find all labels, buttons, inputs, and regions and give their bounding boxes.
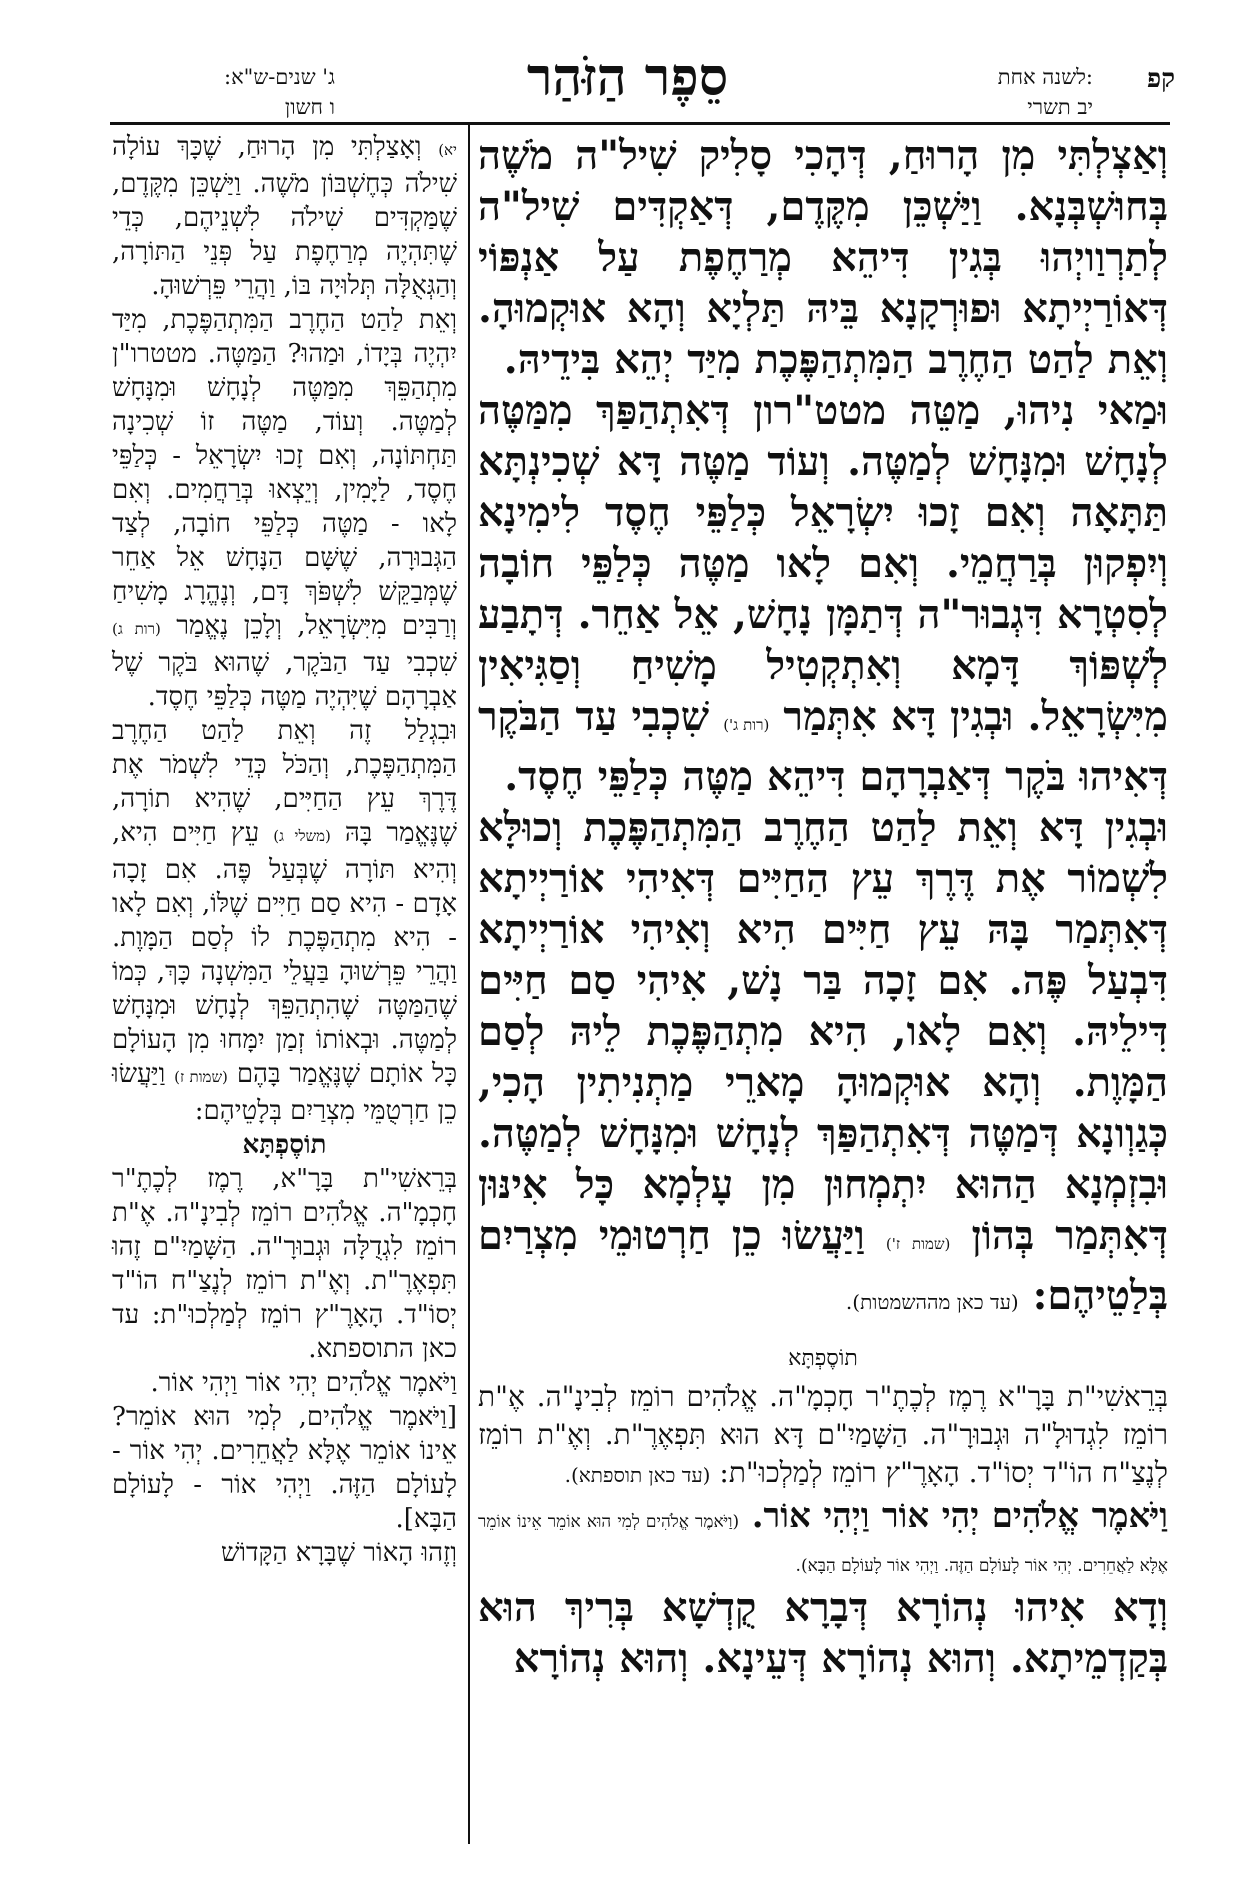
side-text: וַיֹּאמֶר אֱלֹהִים יְהִי אוֹר וַיְהִי אוֹר. <box>150 1368 457 1398</box>
main-column <box>478 130 1168 1684</box>
column-divider <box>468 124 470 1844</box>
main-paragraph <box>478 385 1168 802</box>
tosefta-end-note: (עד כאן תוספתא). <box>564 1463 711 1487</box>
daily-schedule-line1: לשנה אחת: <box>997 65 1093 89</box>
tosefta-text <box>478 1378 1168 1494</box>
side-paragraph <box>112 714 457 1128</box>
main-text: וּבְגִין דָּא וְאֵת לַהַט הַחֶרֶב הַמִּתְהַפֶּכֶת וְכוּלָּא לִשְׁמוֹר אֶת דֶּרֶךְ עֵץ הַחַיִּים דְּאִיהִי אוֹרַיְיתָא דְּאִתְּמַר בָּהּ עֵץ חַיִּים הִיא וְאִיהִי אוֹרַיְיתָא דִּבְעַל פֶּה. אִם זָכָה בַּר נָשׁ, אִיהִי סַם חַיִּים דִּילֵיהּ. וְאִם לָאו, הִיא מִתְהַפֶּכֶת לֵיהּ לְסַם הַמָּוֶת. וְהָא אוּקְמוּהָ מָארֵי מַתְנִיתִין הָכִי, כְּגַוְונָא דְּמַטֶּה דְּאִתְהַפַּךְ לְנָחָשׁ וּמִנָּחָשׁ לְמַטֶּה. וּבִזְמְנָא הַהוּא יִתְמְחוּן מִן עָלְמָא כָּל אִינּוּן דְּאִתְּמַר בְּהוֹן <box>478 804 1168 1259</box>
tosefta-title: תוֹסֶפְתָּא <box>242 1130 327 1160</box>
page-number: קפ <box>1146 64 1175 94</box>
main-text: שִׁכְבִי עַד הַבֹּקֶר דְּאִיהוּ בֹּקֶר דְּאַבְרָהָם דִּיהֵא מַטֶּה כְּלַפֵּי חֶסֶד. <box>478 693 1168 800</box>
daily-schedule <box>998 62 1093 122</box>
main-paragraph <box>478 1494 1168 1582</box>
cycle-schedule-line2: ו חשון <box>284 95 335 119</box>
side-text: וְאָצַלְתִּי מִן הָרוּחַ, שֶׁכָּךְ עוֹלָה שִׁילֹה כְּחֶשְׁבּוֹן מֹשֶׁה. וַיַּשְׁכֵּן מִקֶּדֶם, שֶׁמַּקְדִּים שִׁילֹה לִשְׁנֵיהֶם, כְּדֵי שֶׁתִּהְיֶה מְרַחֶפֶת עַל פְּנֵי הַתּוֹרָה, וְהַגְּאֻלָּה תְּלוּיָה בּוֹ, וַהֲרֵי פֵּרְשׁוּהָ. <box>112 132 457 301</box>
main-text: וַיֹּאמֶר אֱלֹהִים יְהִי אוֹר וַיְהִי אוֹר. <box>751 1496 1168 1536</box>
source-reference: (רות ג) <box>112 620 161 638</box>
side-paragraph: וְזֶהוּ הָאוֹר שֶׁבָּרָא הַקָּדוֹשׁ <box>220 1538 457 1568</box>
tosefta-text: בְּרֵאשִׁי"ת בָּרָ"א, רֶמֶז לְכֶתֶ"ר חָכְמָ"ה. אֱלֹהִים רוֹמֵז לְבִינָ"ה. אֶ"ת רוֹמֵז לִגְדֻלָּה וּגְבוּרָ"ה. הַשָּׁמַיִ"ם זֶהוּ תִּפְאֶרֶ"ת. וְאֶ"ת רוֹמֵז לְנֶצַ"ח הוֹ"ד יְסוֹ"ד. הָאָרֶ"ץ רוֹמֵז לְמַלְכוּ"ת: עד כאן התוספתא. <box>112 1164 457 1364</box>
tosefta-section <box>478 1340 1168 1494</box>
main-paragraph: וְאַצְלְתִּי מִן הָרוּחַ, דְּהָכִי סָלִיק שִׁיל"ה מֹשֶׁה בְּחוּשְׁבְּנָא. וַיַּשְׁכֵּן מִקֶּדֶם, דְּאַקְדִּים שִׁיל"ה לְתַרְוַויְהוּ בְּגִין דִּיהֵא מְרַחֶפֶת עַל אַנְפּוֹי דְּאוֹרַיְיתָא וּפוּרְקָנָא בֵּיהּ תַּלְיָא וְהָא אוּקְמוּהָ. וְאֵת לַהַט הַחֶרֶב הַמִּתְהַפֶּכֶת מִיַּד יְהֵא בִּידֵיהּ. <box>478 132 1168 383</box>
source-reference: (רות ג') <box>723 716 770 734</box>
paragraph-number: יא) <box>438 141 457 159</box>
translation-note: [וַיֹּאמֶר אֱלֹהִים, לְמִי הוּא אוֹמֵר? אֵינוֹ אוֹמֵר אֶלָּא לַאֲחֵרִים. יְהִי אוֹר - לָעוֹלָם הַזֶּה. וַיְהִי אוֹר - לָעוֹלָם הַבָּא]. <box>112 1402 457 1534</box>
side-paragraph <box>112 130 457 303</box>
side-text: וַיַּעֲשׂוּ כֵן חַרְטֻמֵּי מִצְרַיִם בְּלָטֵיהֶם: <box>112 1059 457 1126</box>
main-paragraph: וְדָא אִיהוּ נְהוֹרָא דְּבָרָא קֻדְשָׁא בְּרִיךְ הוּא בְּקַדְמֵיתָא. וְהוּא נְהוֹרָא דְּעֵינָא. וְהוּא נְהוֹרָא <box>478 1584 1168 1682</box>
side-text: עֵץ חַיִּים הִיא, וְהִיא תּוֹרָה שֶׁבְּעַל פֶּה. אִם זָכָה אָדָם - הִיא סַם חַיִּים שֶׁלּוֹ, וְאִם לָאו - הִיא מִתְהַפֶּכֶת לוֹ לְסַם הַמָּוֶת. וַהֲרֵי פֵּרְשׁוּהָ בַּעֲלֵי הַמִּשְׁנָה כָּךְ, כְּמוֹ שֶׁהַמַּטֶּה שֶׁהִתְהַפֵּךְ לְנָחָשׁ וּמִנָּחָשׁ לְמַטֶּה. וּבְאוֹתוֹ זְמַן יִמָּחוּ מִן הָעוֹלָם כָּל אוֹתָם שֶׁנֶּאֱמַר בָּהֶם <box>112 818 458 1089</box>
source-reference: (שמות ז) <box>174 1068 228 1086</box>
main-text: וַיַּעֲשׂוּ כֵן חַרְטוּמֵי מִצְרַיִם בְּלַטֵיהֶם: <box>478 1212 1168 1319</box>
source-reference: (שמות ז') <box>885 1235 951 1253</box>
side-text: וְאֵת לַהַט הַחֶרֶב הַמִּתְהַפֶּכֶת, מִיַּד יִהְיֶה בְּיָדוֹ, וּמַהוּ? הַמַּטֶּה. מטטרו"ן מִתְהַפֵּךְ מִמַּטֶּה לְנָחָשׁ וּמִנָּחָשׁ לְמַטֶּה. וְעוֹד, מַטֶּה זוֹ שְׁכִינָה תַּחְתּוֹנָה, וְאִם זָכוּ יִשְׂרָאֵל - כְּלַפֵּי חֶסֶד, לַיָּמִין, וְיֵצְאוּ בְּרַחֲמִים. וְאִם לָאו - מַטֶּה כְּלַפֵּי חוֹבָה, לְצַד הַגְּבוּרָה, שֶׁשָּׁם הַנָּחָשׁ אֵל אַחֵר שֶׁמְּבַקֵּשׁ לִשְׁפֹּךְ דָּם, וְנֶהֱרָג מָשִׁיחַ וְרַבִּים מִיִּשְׂרָאֵל, וְלָכֵן נֶאֱמַר <box>112 305 458 641</box>
side-text: וּבִגְלַל זֶה וְאֵת לַהַט הַחֶרֶב הַמִּתְהַפֶּכֶת, וְהַכֹּל כְּדֵי לִשְׁמֹר אֶת דֶּרֶךְ עֵץ הַחַיִּים, שֶׁהִיא תוֹרָה, שֶׁנֶּאֱמַר בָּהּ <box>112 716 457 848</box>
tosefta-title: תוֹסֶפְתָּא <box>788 1346 858 1371</box>
cycle-schedule-line1: ג' שנים-ש"א: <box>224 65 335 89</box>
header-rule <box>110 122 1170 125</box>
main-text: וּמַאי נִיהוּ, מַטֵּה מטט"רון דְּאִתְהַפַּךְ מִמַּטֶּה לְנָחָשׁ וּמִנָּחָשׁ לְמַטֶּה. וְעוֹד מַטֶּה דָּא שְׁכִינְתָּא תַּתָּאָה וְאִם זָכוּ יִשְׂרָאֵל כְּלַפֵּי חֶסֶד לִימִינָא וְיִפְקוּן בְּרַחֲמֵי. וְאִם לָאו מַטֶּה כְּלַפֵּי חוֹבָה לְסִטְרָא דִּגְבוּר"ה דְּתַמָּן נָחָשׁ, אֵל אַחֵר. דְּתָבַע לְשְׁפּוֹךְ דָּמָא וְאִתְקְטִיל מָשִׁיחַ וְסַגִּיאִין מִיִּשְׂרָאֵל. וּבְגִין דָּא אִתְּמַר <box>478 387 1169 740</box>
tosefta-body: בְּרֵאשִׁי"ת בָּרָ"א רֶמֶז לְכֶתֶ"ר חָכְמָ"ה. אֱלֹהִים רוֹמֵז לְבִינָ"ה. אֶ"ת רוֹמֵז לִגְדוּלָ"ה וּגְבוּרָ"ה. הַשָּׁמַיִ"ם דָּא הוּא תִּפְאֶרֶ"ת. וְאֶ"ת רוֹמֵז לְנֶצַ"ח הוֹ"ד יְסוֹ"ד. הָאָרֶ"ץ רוֹמֵז לְמַלְכוּ"ת: <box>478 1380 1168 1489</box>
side-paragraph <box>112 303 457 714</box>
inline-translation-note: (וַיֹּאמֶר אֱלֹהִים לְמִי הוּא אוֹמֵר אֵינוֹ אוֹמֵר אֶלָּא לַאֲחֵרִים. יְהִי אוֹר לָעוֹלָם הַזֶּה. וַיְהִי אוֹר לָעוֹלָם הַבָּא). <box>478 1512 1168 1576</box>
translation-column <box>112 130 457 1570</box>
side-text: שִׁכְבִי עַד הַבֹּקֶר, שֶׁהוּא בֹּקֶר שֶׁל אַבְרָהָם שֶׁיִּהְיֶה מַטֶּה כְּלַפֵּי חֶסֶד. <box>112 648 457 712</box>
omission-note: (עד כאן מההשמטות). <box>845 1290 1019 1314</box>
book-title: סֵפֶר הַזֹּהַר <box>526 47 729 108</box>
main-paragraph <box>478 802 1168 1328</box>
daily-schedule-line2: יב תשרי <box>1027 95 1093 119</box>
source-reference: (משלי ג) <box>273 827 331 845</box>
side-paragraph <box>112 1366 457 1400</box>
cycle-schedule <box>115 62 335 122</box>
